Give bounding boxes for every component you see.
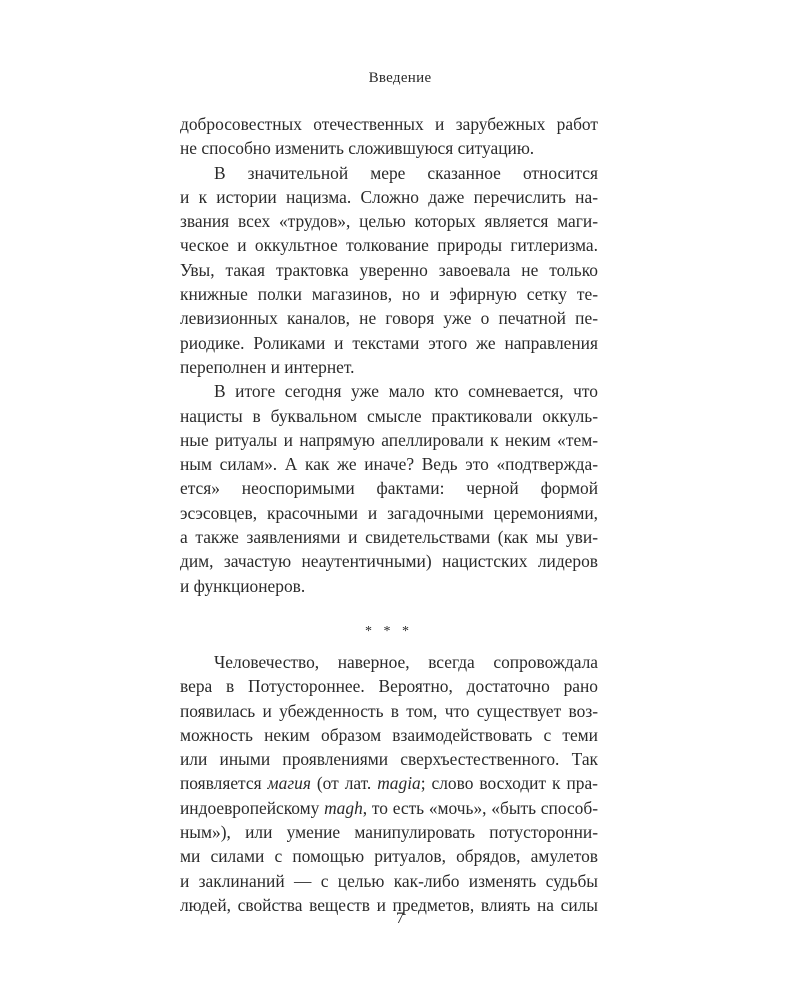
text-fragment: , то есть «мочь», «быть способ-	[362, 797, 598, 818]
term-magia: магия	[267, 773, 311, 794]
text-line: Увы, такая трактовка уверенно завоевала не только	[180, 259, 598, 280]
text-line: ным»), или умение манипулировать потусторонни-	[180, 822, 598, 843]
text-line: ческое и оккультное толкование природы гитлеризма.	[180, 235, 598, 256]
text-line: эсэсовцев, красочными и загадочными церемониями,	[180, 502, 598, 523]
text-line: ным силам». А как же иначе? Ведь это «подтвержда-	[180, 454, 598, 475]
text-line-magh	[180, 796, 598, 820]
text-line: В значительной мере сказанное относится	[214, 162, 598, 183]
text-line: добросовестных отечественных и зарубежных работ	[180, 114, 598, 134]
page-number: 7	[396, 910, 404, 927]
section-separator: * * *	[365, 623, 413, 639]
text-line: нацисты в буквальном смысле практиковали оккуль-	[180, 405, 598, 426]
text-line: звания всех «трудов», целью которых является маги-	[180, 211, 598, 232]
text-line: а также заявлениями и свидетельствами (как мы уви-	[180, 527, 598, 548]
text-line: ми силами с помощью ритуалов, обрядов, амулетов	[180, 846, 598, 867]
main-text	[180, 112, 598, 917]
text-line: и заклинаний — с целью как-либо изменять судьбы	[180, 870, 598, 891]
text-line: дим, зачастую неаутентичными) нацистских лидеров	[180, 551, 598, 572]
text-line: и к истории нацизма. Сложно даже перечислить на-	[180, 186, 598, 207]
text-line: и функционеров.	[180, 575, 306, 596]
text-fragment: ; слово восходит к пра-	[420, 773, 598, 794]
text-line: вера в Потустороннее. Вероятно, достаточно рано	[180, 676, 598, 697]
text-line: В итоге сегодня уже мало кто сомневается, что	[214, 381, 598, 402]
term-latin-magia: magia	[377, 773, 421, 794]
text-line: книжные полки магазинов, но и эфирную сетку те-	[180, 284, 598, 305]
text-line: или иными проявлениями сверхъестественного. Так	[180, 749, 598, 770]
text-line: людей, свойства веществ и предметов, влиять на силы	[180, 894, 598, 915]
text-line: ется» неоспоримыми фактами: черной формой	[180, 478, 598, 499]
text-line: появилась и убежденность в том, что существует воз-	[180, 700, 598, 721]
text-line: Человечество, наверное, всегда сопровождала	[214, 651, 598, 672]
text-line: можность неким образом взаимодействовать с теми	[180, 724, 598, 745]
text-line: переполнен и интернет.	[180, 356, 355, 377]
text-line-magia	[180, 771, 598, 795]
running-head: Введение	[368, 70, 432, 86]
text-line: ные ритуалы и напрямую апеллировали к неким «тем-	[180, 429, 598, 450]
text-line: не способно изменить сложившуюся ситуацию.	[180, 138, 535, 159]
term-magh: magh	[324, 797, 363, 818]
text-fragment: (от лат.	[310, 773, 378, 794]
text-fragment: индоевропейскому	[180, 797, 325, 818]
text-fragment: появляется	[180, 773, 268, 794]
text-line: левизионных каналов, не говоря уже о печатной пе-	[180, 308, 598, 329]
text-line: риодике. Роликами и текстами этого же направления	[180, 332, 598, 353]
